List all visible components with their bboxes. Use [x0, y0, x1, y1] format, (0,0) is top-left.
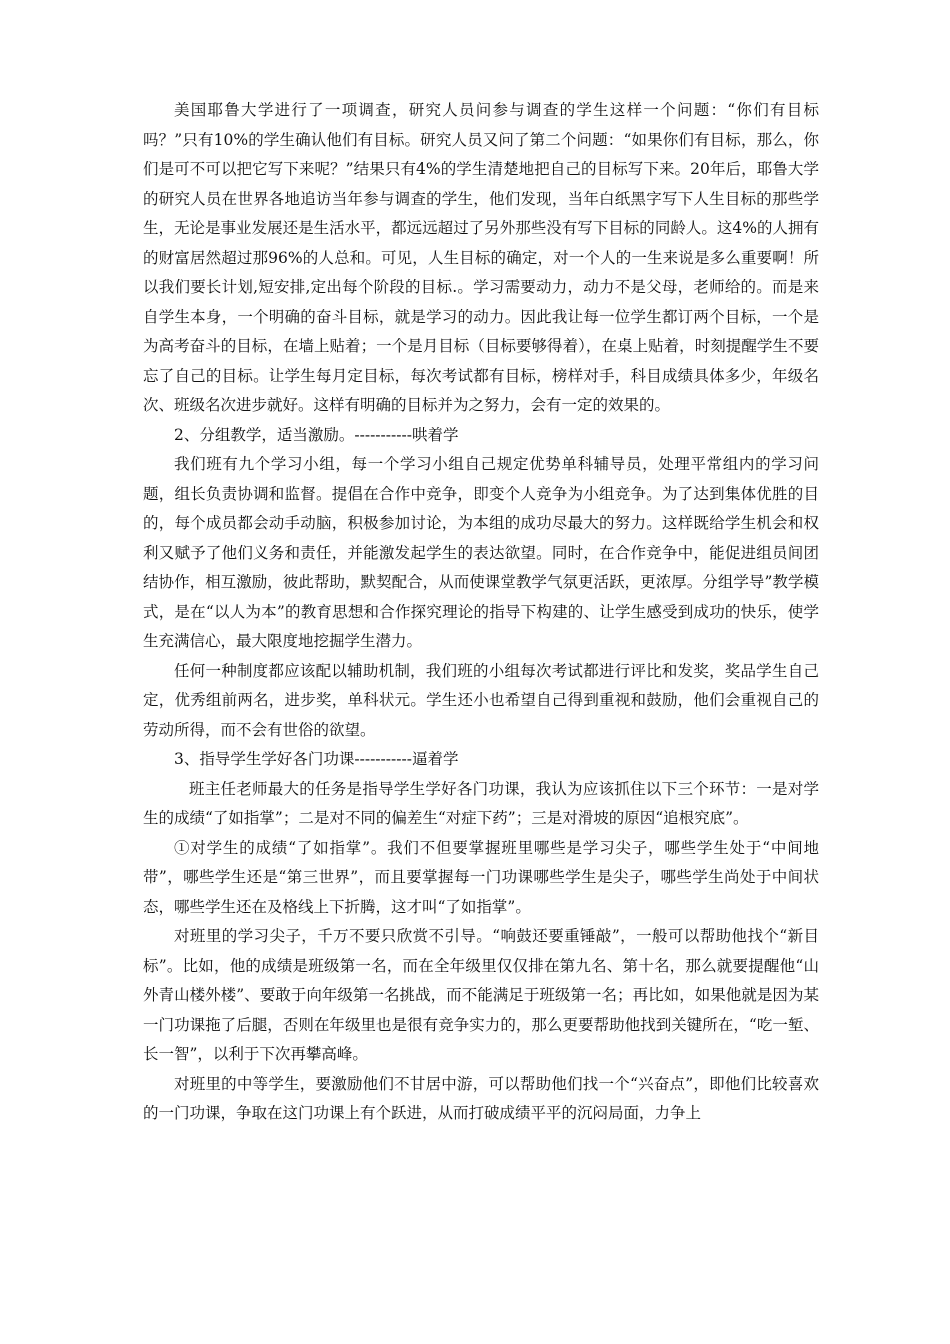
document-body [143, 96, 819, 1129]
paragraph-rewards: 任何一种制度都应该配以辅助机制，我们班的小组每次考试都进行评比和发奖，奖品学生自己定，优秀组前两名，进步奖，单科状元。学生还小也希望自己得到重视和鼓励，他们会重视自己的劳动所得，而不会有世俗的欲望。 [143, 661, 819, 739]
paragraph-yale-study: 美国耶鲁大学进行了一项调查，研究人员问参与调查的学生这样一个问题：“你们有目标吗？”只有10%的学生确认他们有目标。研究人员又问了第二个问题：“如果你们有目标，那么，你们是可不可以把它写下来呢？”结果只有4%的学生清楚地把自己的目标写下来。20年后，耶鲁大学的研究人员在世界各地追访当年参与调查的学生，他们发现，当年白纸黑字写下人生目标的那些学生，无论是事业发展还是生活水平，都远远超过了另外那些没有写下目标的同龄人。这4%的人拥有的财富居然超过那96%的人总和。可见，人生目标的确定，对一个人的一生来说是多么重要啊！所以我们要长计划,短安排,定出每个阶段的目标.。学习需要动力，动力不是父母，老师给的。而是来自学生本身，一个明确的奋斗目标，就是学习的动力。因此我让每一位学生都订两个目标，一个是为高考奋斗的目标，在墙上贴着；一个是月目标（目标要够得着），在桌上贴着，时刻提醒学生不要忘了自己的目标。让学生每月定目标，每次考试都有目标，榜样对手，科目成绩具体多少，年级名次、班级名次进步就好。这样有明确的目标并为之努力，会有一定的效果的。 [143, 101, 819, 414]
paragraph-know-grades: ①对学生的成绩“了如指掌”。我们不但要掌握班里哪些是学习尖子，哪些学生处于“中间地带”，哪些学生还是“第三世界”，而且要掌握每一门功课哪些学生是尖子，哪些学生尚处于中间状态，哪些学生还在及格线上下折腾，这才叫“了如指掌”。 [143, 838, 819, 916]
paragraph-middle-students: 对班里的中等学生，要激励他们不甘居中游，可以帮助他们找一个“兴奋点”，即他们比较喜欢的一门功课，争取在这门功课上有个跃进，从而打破成绩平平的沉闷局面，力争上 [143, 1074, 819, 1122]
paragraph-study-groups: 我们班有九个学习小组，每一个学习小组自己规定优势单科辅导员，处理平常组内的学习问题，组长负责协调和监督。提倡在合作中竞争，即变个人竞争为小组竞争。为了达到集体优胜的目的，每个成员都会动手动脑，积极参加讨论，为本组的成功尽最大的努力。这样既给学生机会和权利又赋予了他们义务和责任，并能激发起学生的表达欲望。同时，在合作竞争中，能促进组员间团结协作，相互激励，彼此帮助，默契配合，从而使课堂教学气氛更活跃，更浓厚。分组学导”教学模式，是在“以人为本”的教育思想和合作探究理论的指导下构建的、让学生感受到成功的快乐，使学生充满信心，最大限度地挖掘学生潜力。 [143, 455, 819, 650]
paragraph-top-students: 对班里的学习尖子，千万不要只欣赏不引导。“响鼓还要重锤敲”，一般可以帮助他找个“新目标”。比如，他的成绩是班级第一名，而在全年级里仅仅排在第九名、第十名，那么就要提醒他“山外青山楼外楼”、要敢于向年级第一名挑战，而不能满足于班级第一名；再比如，如果他就是因为某一门功课拖了后腿，否则在年级里也是很有竞争实力的，那么更要帮助他找到关键所在，“吃一堑、长一智”，以利于下次再攀高峰。 [143, 927, 819, 1063]
paragraph-three-steps: 班主任老师最大的任务是指导学生学好各门功课，我认为应该抓住以下三个环节：一是对学生的成绩“了如指掌”；二是对不同的偏差生“对症下药”；三是对滑坡的原因“追根究底”。 [143, 779, 819, 827]
section-heading-group-teaching: 2、分组教学，适当激励。-----------哄着学 [174, 425, 459, 444]
section-heading-guide-subjects: 3、指导学生学好各门功课-----------逼着学 [174, 750, 459, 768]
